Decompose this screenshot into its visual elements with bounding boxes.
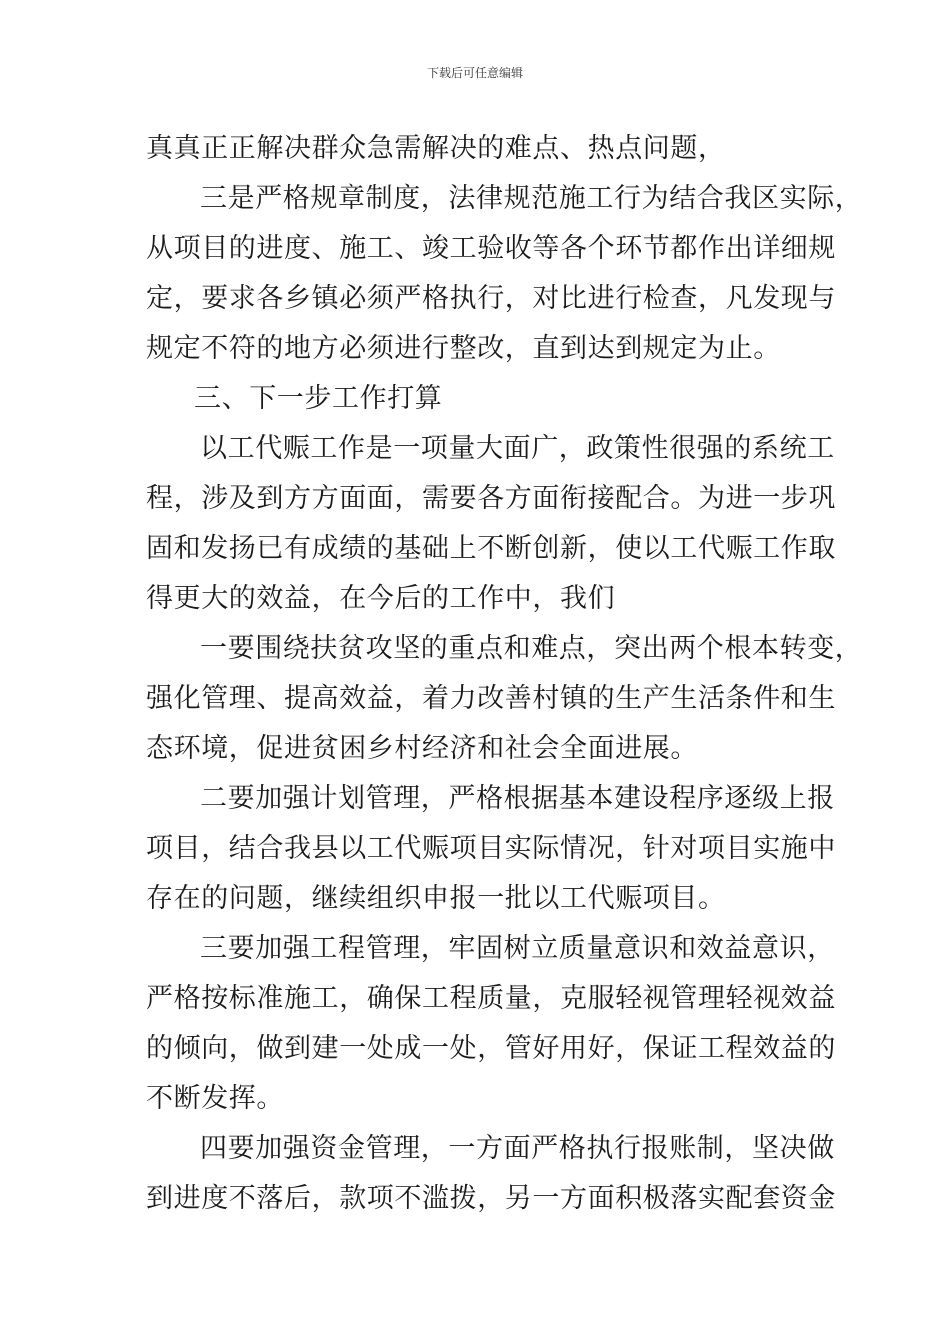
- text-line: 得更大的效益，在今后的工作中，我们: [146, 583, 616, 614]
- text-line: 严格按标准施工，确保工程质量，克服轻视管理轻视效益: [146, 983, 836, 1014]
- text-line: 以工代赈工作是一项量大面广，政策性很强的系统工: [200, 433, 835, 464]
- text-line: 三要加强工程管理，牢固树立质量意识和效益意识，: [200, 933, 835, 964]
- document-body: [146, 124, 863, 1224]
- text-line: 到进度不落后，款项不滥拨，另一方面积极落实配套资金: [146, 1183, 836, 1214]
- text-line: 项目，结合我县以工代赈项目实际情况，针对项目实施中: [146, 833, 836, 864]
- text-line: 三是严格规章制度，法律规范施工行为结合我区实际，: [200, 183, 863, 214]
- text-line: 规定不符的地方必须进行整改，直到达到规定为止。: [146, 333, 781, 364]
- text-line: 态环境，促进贫困乡村经济和社会全面进展。: [146, 733, 698, 764]
- text-line: 的倾向，做到建一处成一处，管好用好，保证工程效益的: [146, 1033, 836, 1064]
- text-line: 强化管理、提高效益，着力改善村镇的生产生活条件和生: [146, 683, 836, 714]
- text-line: 不断发挥。: [146, 1083, 284, 1114]
- text-line: 从项目的进度、施工、竣工验收等各个环节都作出详细规: [146, 233, 836, 264]
- text-line: 定，要求各乡镇必须严格执行，对比进行检查，凡发现与: [146, 283, 836, 314]
- text-line: 四要加强资金管理，一方面严格执行报账制，坚决做: [200, 1133, 835, 1164]
- text-line: 程，涉及到方方面面，需要各方面衔接配合。为进一步巩: [146, 483, 836, 514]
- text-line: 二要加强计划管理，严格根据基本建设程序逐级上报: [200, 783, 835, 814]
- text-line: 一要围绕扶贫攻坚的重点和难点，突出两个根本转变，: [200, 633, 863, 664]
- page-header: 下载后可任意编辑: [426, 66, 523, 80]
- text-line: 固和发扬已有成绩的基础上不断创新，使以工代赈工作取: [146, 533, 836, 564]
- text-line: 存在的问题，继续组织申报一批以工代赈项目。: [146, 883, 726, 914]
- section-heading: 三、下一步工作打算: [194, 383, 443, 414]
- text-line: 真真正正解决群众急需解决的难点、热点问题，: [146, 133, 726, 164]
